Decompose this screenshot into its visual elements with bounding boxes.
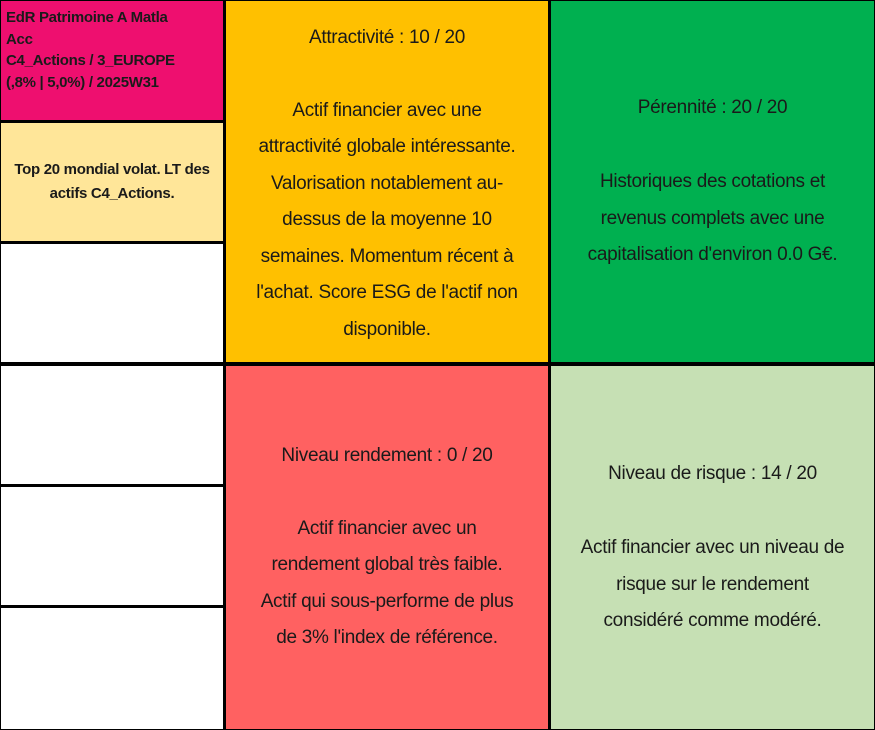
empty-cell-1 [0,243,224,363]
body-line: disponible. [343,318,431,340]
risque-body [581,530,845,640]
empty-cell-4 [0,607,224,730]
top-ranking-label: Top 20 mondial volat. LT des actifs C4_Actions. [14,161,210,202]
body-line: considéré comme modéré. [603,610,822,631]
fund-title-line: C4_Actions / 3_EUROPE [6,52,175,69]
body-line: Valorisation notablement au- [270,172,504,194]
attractivite-heading: Attractivité : 10 / 20 [308,27,466,48]
body-line: attractivité globale intéressante. [258,136,516,157]
fund-title-line: Acc [6,30,33,48]
rendement-heading: Niveau rendement : 0 / 20 [281,445,493,467]
empty-cell-2 [0,365,224,485]
body-line: Actif financier avec un [297,517,477,539]
rendement-body [261,511,514,657]
fund-title-line: (,8% | 5,0%) / 2025W31 [6,73,159,91]
attractivite-body [256,93,517,349]
body-line: semaines. Momentum récent à [260,245,514,267]
fund-title-line: EdR Patrimoine A Matla [6,9,168,26]
perennite-heading: Pérennité : 20 / 20 [637,96,788,118]
body-line: l'achat. Score ESG de l'actif non [256,282,518,303]
empty-cell-3 [0,486,224,606]
body-line: revenus complets avec une [600,207,825,229]
risque-heading: Niveau de risque : 14 / 20 [608,462,817,484]
body-line: risque sur le rendement [616,573,809,595]
body-line: Actif financier avec une [292,99,482,121]
body-line: Historiques des cotations et [599,171,825,192]
perennite-body [588,164,838,274]
risque-panel [550,365,875,730]
top-ranking-cell [0,122,224,242]
fund-title-cell [0,0,224,121]
body-line: rendement global très faible. [271,554,503,576]
rendement-panel [225,365,549,730]
attractivite-panel [225,0,549,363]
body-line: de 3% l'index de référence. [276,627,498,649]
perennite-panel [550,0,875,363]
body-line: dessus de la moyenne 10 [282,209,492,230]
body-line: Actif financier avec un niveau de [580,537,845,558]
body-line: capitalisation d'environ 0.0 G€. [587,244,838,265]
body-line: Actif qui sous-performe de plus [260,590,514,612]
